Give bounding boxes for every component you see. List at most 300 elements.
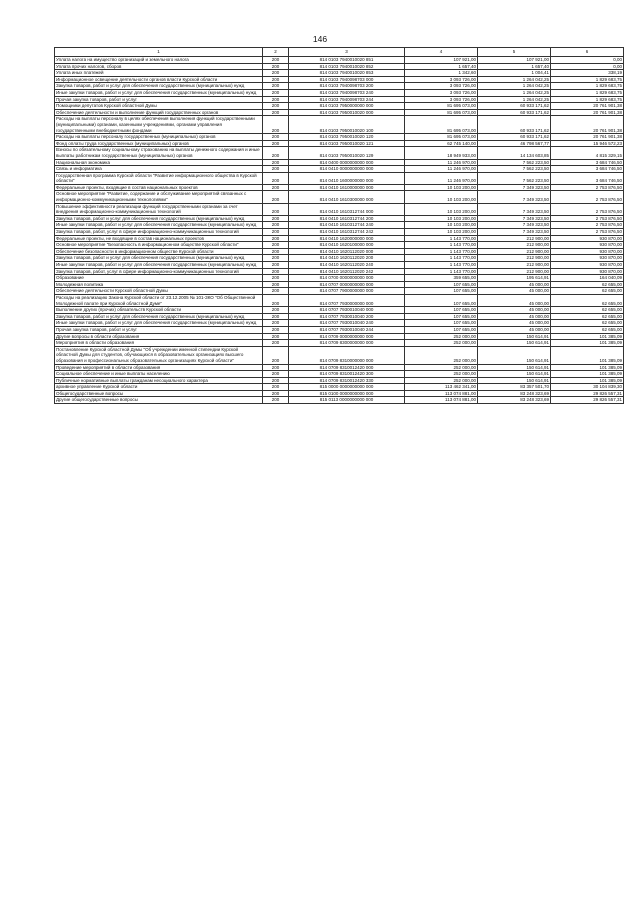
row-name-cell: Социальное обеспечение и иные выплаты населению bbox=[55, 371, 263, 378]
row-kbk-cell: 814 0410 1610300000 000 bbox=[289, 191, 405, 203]
column-header: 6 bbox=[551, 48, 624, 57]
row-value-5-cell: 150 614,91 bbox=[478, 371, 551, 378]
row-name-cell: Иные закупки товаров, работ и услуг для обеспечения государственных (муниципальных) нужд bbox=[55, 262, 263, 269]
row-code-cell: 200 bbox=[263, 255, 289, 262]
row-value-4-cell: 107 655,00 bbox=[405, 281, 478, 288]
row-value-5-cell: 7 562 223,50 bbox=[478, 159, 551, 166]
row-name-cell: Молодежная политика bbox=[55, 281, 263, 288]
row-name-cell: Постановление Курской областной Думы "Об учреждении именной стипендии Курской областной Думы для студентов, обучающихся в образовательных организациях высшего образования и профессиональных образовательных организациях Курской области" bbox=[55, 346, 263, 364]
table-row bbox=[55, 307, 624, 314]
row-kbk-cell: 814 0700 0000000000 000 bbox=[289, 275, 405, 282]
row-value-4-cell: 3 093 726,00 bbox=[405, 76, 478, 83]
table-row bbox=[55, 377, 624, 384]
table-row bbox=[55, 76, 624, 83]
row-value-4-cell: 107 921,00 bbox=[405, 57, 478, 64]
row-name-cell: Уплата налога на имущество организаций и земельного налога bbox=[55, 57, 263, 64]
row-kbk-cell: 814 0400 0000000000 000 bbox=[289, 159, 405, 166]
row-name-cell: Расходы на выплаты персоналу в целях обеспечения выполнения функций государственными (муниципальными) органами, казенными учреждениями, органами управления государственными внебюджетными фондами bbox=[55, 116, 263, 134]
row-value-4-cell: 252 000,00 bbox=[405, 364, 478, 371]
table-row bbox=[55, 364, 624, 371]
row-code-cell: 200 bbox=[263, 109, 289, 116]
row-name-cell: Общегосударственные вопросы bbox=[55, 390, 263, 397]
row-value-4-cell: 252 000,00 bbox=[405, 371, 478, 378]
row-kbk-cell: 815 0113 0000000000 000 bbox=[289, 397, 405, 404]
row-value-6-cell: 3 684 746,50 bbox=[551, 172, 624, 184]
row-name-cell: Обеспечение деятельности и выполнение функций государственных органов bbox=[55, 109, 263, 116]
row-name-cell: Прочая закупка товаров, работ и услуг bbox=[55, 96, 263, 103]
row-value-5-cell: 195 614,91 bbox=[478, 275, 551, 282]
row-value-6-cell: 62 655,00 bbox=[551, 326, 624, 333]
row-code-cell: 200 bbox=[263, 364, 289, 371]
table-row bbox=[55, 268, 624, 275]
row-code-cell: 200 bbox=[263, 191, 289, 203]
table-row bbox=[55, 191, 624, 203]
row-name-cell: Закупка товаров, работ и услуг для обеспечения государственных (муниципальных) нужд bbox=[55, 255, 263, 262]
row-code-cell: 200 bbox=[263, 346, 289, 364]
table-row bbox=[55, 222, 624, 229]
row-value-5-cell: 60 933 171,62 bbox=[478, 134, 551, 141]
row-value-5-cell: 60 933 171,62 bbox=[478, 116, 551, 134]
row-value-6-cell: 4 815 329,15 bbox=[551, 147, 624, 159]
row-kbk-cell: 814 0707 0000000000 000 bbox=[289, 281, 405, 288]
table-row bbox=[55, 320, 624, 327]
row-code-cell: 200 bbox=[263, 184, 289, 191]
row-value-5-cell: 45 000,00 bbox=[478, 307, 551, 314]
table-body bbox=[55, 57, 624, 404]
row-code-cell: 200 bbox=[263, 397, 289, 404]
row-value-4-cell: 107 655,00 bbox=[405, 294, 478, 306]
table-header-row bbox=[55, 48, 624, 57]
row-name-cell: Федеральные проекты, не входящие в состав национальных проектов bbox=[55, 235, 263, 242]
row-kbk-cell: 814 0709 0000000000 000 bbox=[289, 333, 405, 340]
row-kbk-cell: 814 0103 7940098703 240 bbox=[289, 89, 405, 96]
row-name-cell: Федеральные проекты, входящие в состав национальных проектов bbox=[55, 184, 263, 191]
row-value-5-cell: 150 614,91 bbox=[478, 346, 551, 364]
row-code-cell: 200 bbox=[263, 307, 289, 314]
row-name-cell: Уплата иных платежей bbox=[55, 70, 263, 77]
row-value-6-cell: 20 761 901,38 bbox=[551, 103, 624, 110]
row-value-4-cell: 252 000,00 bbox=[405, 346, 478, 364]
row-value-4-cell: 10 103 200,00 bbox=[405, 222, 478, 229]
table-row bbox=[55, 397, 624, 404]
row-kbk-cell: 814 0103 7940010020 851 bbox=[289, 57, 405, 64]
row-value-5-cell: 83 248 323,69 bbox=[478, 397, 551, 404]
table-row bbox=[55, 134, 624, 141]
row-code-cell: 200 bbox=[263, 215, 289, 222]
row-name-cell: Национальная экономика bbox=[55, 159, 263, 166]
row-name-cell: Расходы на реализацию Закона Курской области от 23.12.2005 № 101-ЗКО "Об Общественной Молодежной палате при Курской областной Думе" bbox=[55, 294, 263, 306]
row-name-cell: Закупка товаров, работ и услуг для обеспечения государственных (муниципальных) нужд bbox=[55, 83, 263, 90]
table-row bbox=[55, 242, 624, 249]
row-value-5-cell: 7 349 323,50 bbox=[478, 203, 551, 215]
row-value-4-cell: 113 074 881,00 bbox=[405, 397, 478, 404]
row-value-5-cell: 7 349 323,50 bbox=[478, 222, 551, 229]
row-code-cell: 200 bbox=[263, 242, 289, 249]
table-row bbox=[55, 166, 624, 173]
row-code-cell: 200 bbox=[263, 76, 289, 83]
row-value-6-cell: 1 829 683,75 bbox=[551, 89, 624, 96]
row-name-cell: Информационное освещение деятельности органов власти Курской области bbox=[55, 76, 263, 83]
row-kbk-cell: 814 0410 1610312744 240 bbox=[289, 222, 405, 229]
table-row bbox=[55, 262, 624, 269]
row-kbk-cell: 814 0709 8310012420 330 bbox=[289, 377, 405, 384]
row-code-cell: 200 bbox=[263, 390, 289, 397]
row-value-5-cell: 150 614,91 bbox=[478, 364, 551, 371]
row-value-5-cell: 1 264 042,25 bbox=[478, 96, 551, 103]
row-value-4-cell: 81 695 073,00 bbox=[405, 134, 478, 141]
row-name-cell: Связь и информатика bbox=[55, 166, 263, 173]
row-kbk-cell: 814 0410 1620112020 000 bbox=[289, 248, 405, 255]
row-kbk-cell: 814 0410 1620000000 000 bbox=[289, 235, 405, 242]
row-value-6-cell: 930 870,00 bbox=[551, 255, 624, 262]
row-code-cell: 200 bbox=[263, 320, 289, 327]
row-code-cell: 200 bbox=[263, 377, 289, 384]
row-kbk-cell: 814 0707 7930000000 000 bbox=[289, 294, 405, 306]
row-kbk-cell: 814 0410 1600000000 000 bbox=[289, 172, 405, 184]
row-name-cell: Обеспечение безопасности в информационном обществе Курской области bbox=[55, 248, 263, 255]
row-value-5-cell: 107 921,00 bbox=[478, 57, 551, 64]
row-code-cell: 200 bbox=[263, 134, 289, 141]
row-value-4-cell: 1 143 770,00 bbox=[405, 242, 478, 249]
table-row bbox=[55, 184, 624, 191]
row-kbk-cell: 814 0707 7900000000 000 bbox=[289, 288, 405, 295]
row-value-5-cell: 212 900,00 bbox=[478, 268, 551, 275]
row-value-5-cell: 45 000,00 bbox=[478, 294, 551, 306]
row-name-cell: Уплата прочих налогов, сборов bbox=[55, 63, 263, 70]
column-header: 5 bbox=[478, 48, 551, 57]
table-row bbox=[55, 275, 624, 282]
row-value-6-cell: 20 761 901,38 bbox=[551, 116, 624, 134]
row-kbk-cell: 814 0103 7950010020 121 bbox=[289, 140, 405, 147]
row-name-cell: Закупка товаров, работ и услуг для обеспечения государственных (муниципальных) нужд bbox=[55, 313, 263, 320]
table-row bbox=[55, 89, 624, 96]
row-value-6-cell: 338,19 bbox=[551, 70, 624, 77]
row-value-4-cell: 107 655,00 bbox=[405, 313, 478, 320]
table-row bbox=[55, 333, 624, 340]
row-value-5-cell: 60 933 171,62 bbox=[478, 103, 551, 110]
row-name-cell: Взносы по обязательному социальному страхованию на выплаты денежного содержания и иные выплаты работникам государственных (муниципальных) органов bbox=[55, 147, 263, 159]
row-value-5-cell: 45 000,00 bbox=[478, 320, 551, 327]
row-value-4-cell: 3 093 726,00 bbox=[405, 96, 478, 103]
row-value-6-cell: 3 684 746,50 bbox=[551, 166, 624, 173]
row-name-cell: Расходы на выплаты персоналу государственных (муниципальных) органов bbox=[55, 134, 263, 141]
row-value-6-cell: 0,00 bbox=[551, 63, 624, 70]
row-value-4-cell: 1 657,40 bbox=[405, 63, 478, 70]
row-value-5-cell: 212 900,00 bbox=[478, 255, 551, 262]
row-code-cell: 200 bbox=[263, 288, 289, 295]
row-value-5-cell: 14 134 603,85 bbox=[478, 147, 551, 159]
row-kbk-cell: 814 0709 8310000000 000 bbox=[289, 346, 405, 364]
table-row bbox=[55, 159, 624, 166]
row-name-cell: Прочая закупка товаров, работ и услуг bbox=[55, 326, 263, 333]
row-kbk-cell: 814 0410 1610000000 000 bbox=[289, 184, 405, 191]
row-name-cell: Выполнение других (прочих) обязательств Курской области bbox=[55, 307, 263, 314]
row-value-4-cell: 18 949 933,00 bbox=[405, 147, 478, 159]
row-code-cell: 200 bbox=[263, 203, 289, 215]
row-value-6-cell: 15 946 572,23 bbox=[551, 140, 624, 147]
row-value-6-cell: 1 829 683,75 bbox=[551, 83, 624, 90]
row-value-6-cell: 62 655,00 bbox=[551, 313, 624, 320]
column-header: 1 bbox=[55, 48, 263, 57]
row-value-6-cell: 2 753 876,50 bbox=[551, 215, 624, 222]
row-value-6-cell: 101 385,09 bbox=[551, 371, 624, 378]
row-value-4-cell: 252 000,00 bbox=[405, 333, 478, 340]
row-value-4-cell: 10 103 200,00 bbox=[405, 215, 478, 222]
row-name-cell: Проведение мероприятий в области образования bbox=[55, 364, 263, 371]
row-code-cell: 200 bbox=[263, 70, 289, 77]
row-value-4-cell: 10 103 200,00 bbox=[405, 229, 478, 236]
column-header: 3 bbox=[289, 48, 405, 57]
page-number: 146 bbox=[312, 34, 328, 44]
row-value-5-cell: 60 933 171,62 bbox=[478, 109, 551, 116]
row-value-5-cell: 150 614,91 bbox=[478, 333, 551, 340]
row-value-6-cell: 930 870,00 bbox=[551, 268, 624, 275]
row-name-cell: Государственная программа Курской области "Развитие информационного общества в Курской области" bbox=[55, 172, 263, 184]
row-value-4-cell: 1 143 770,00 bbox=[405, 248, 478, 255]
row-value-4-cell: 252 000,00 bbox=[405, 340, 478, 347]
row-value-5-cell: 45 000,00 bbox=[478, 326, 551, 333]
row-value-5-cell: 212 900,00 bbox=[478, 262, 551, 269]
row-kbk-cell: 814 0103 7950000000 000 bbox=[289, 103, 405, 110]
table-row bbox=[55, 83, 624, 90]
row-kbk-cell: 814 0709 8310012420 000 bbox=[289, 364, 405, 371]
row-value-6-cell: 2 753 876,50 bbox=[551, 191, 624, 203]
row-code-cell: 200 bbox=[263, 147, 289, 159]
row-code-cell: 200 bbox=[263, 57, 289, 64]
row-kbk-cell: 814 0410 0000000000 000 bbox=[289, 166, 405, 173]
row-name-cell: Образование bbox=[55, 275, 263, 282]
row-value-5-cell: 7 349 323,50 bbox=[478, 184, 551, 191]
row-kbk-cell: 815 0100 0000000000 000 bbox=[289, 390, 405, 397]
row-kbk-cell: 814 0103 7950010020 129 bbox=[289, 147, 405, 159]
table-row bbox=[55, 281, 624, 288]
row-name-cell: Повышение эффективности реализации функций государственными органами за счет внедрения информационно-коммуникационных технологий bbox=[55, 203, 263, 215]
row-code-cell: 200 bbox=[263, 172, 289, 184]
row-name-cell: Другие вопросы в области образования bbox=[55, 333, 263, 340]
row-value-4-cell: 1 143 770,00 bbox=[405, 255, 478, 262]
row-value-5-cell: 7 562 223,50 bbox=[478, 166, 551, 173]
row-value-4-cell: 11 246 970,00 bbox=[405, 159, 478, 166]
table-row bbox=[55, 140, 624, 147]
table-row bbox=[55, 326, 624, 333]
table-row bbox=[55, 172, 624, 184]
table-row bbox=[55, 147, 624, 159]
row-value-5-cell: 212 900,00 bbox=[478, 248, 551, 255]
row-value-4-cell: 113 074 881,00 bbox=[405, 390, 478, 397]
row-name-cell: Публичные нормативные выплаты гражданам несоциального характера bbox=[55, 377, 263, 384]
row-value-6-cell: 2 753 876,50 bbox=[551, 222, 624, 229]
row-name-cell: Иные закупки товаров, работ и услуг для обеспечения государственных (муниципальных) нужд bbox=[55, 320, 263, 327]
row-value-5-cell: 83 357 501,70 bbox=[478, 384, 551, 391]
row-value-4-cell: 11 246 970,00 bbox=[405, 172, 478, 184]
row-code-cell: 200 bbox=[263, 294, 289, 306]
row-value-4-cell: 10 103 200,00 bbox=[405, 203, 478, 215]
budget-table bbox=[54, 47, 624, 404]
row-code-cell: 200 bbox=[263, 326, 289, 333]
row-kbk-cell: 814 0410 1620112020 242 bbox=[289, 268, 405, 275]
row-value-5-cell: 46 798 567,77 bbox=[478, 140, 551, 147]
row-value-6-cell: 930 870,00 bbox=[551, 262, 624, 269]
row-code-cell: 200 bbox=[263, 166, 289, 173]
row-value-4-cell: 10 103 200,00 bbox=[405, 191, 478, 203]
row-value-4-cell: 107 655,00 bbox=[405, 326, 478, 333]
row-value-6-cell: 29 826 557,31 bbox=[551, 390, 624, 397]
table-row bbox=[55, 340, 624, 347]
row-kbk-cell: 814 0410 1610312744 000 bbox=[289, 203, 405, 215]
row-code-cell: 200 bbox=[263, 116, 289, 134]
table-row bbox=[55, 215, 624, 222]
row-value-4-cell: 252 000,00 bbox=[405, 377, 478, 384]
table-row bbox=[55, 63, 624, 70]
row-name-cell: Обеспечение деятельности Курской областной Думы bbox=[55, 288, 263, 295]
table-row bbox=[55, 229, 624, 236]
row-value-4-cell: 3 093 726,00 bbox=[405, 83, 478, 90]
row-code-cell: 200 bbox=[263, 103, 289, 110]
row-value-4-cell: 11 246 970,00 bbox=[405, 166, 478, 173]
row-value-6-cell: 62 655,00 bbox=[551, 281, 624, 288]
row-kbk-cell: 814 0103 7940098703 244 bbox=[289, 96, 405, 103]
row-code-cell: 200 bbox=[263, 63, 289, 70]
row-value-5-cell: 1 264 042,25 bbox=[478, 76, 551, 83]
row-value-6-cell: 101 385,09 bbox=[551, 333, 624, 340]
row-kbk-cell: 814 0410 1620112020 200 bbox=[289, 255, 405, 262]
row-kbk-cell: 814 0709 8310012420 300 bbox=[289, 371, 405, 378]
table-row bbox=[55, 313, 624, 320]
table-row bbox=[55, 57, 624, 64]
row-kbk-cell: 814 0707 7930010040 240 bbox=[289, 320, 405, 327]
row-code-cell: 200 bbox=[263, 371, 289, 378]
row-value-4-cell: 81 695 073,00 bbox=[405, 109, 478, 116]
row-name-cell: архивное управление Курской области bbox=[55, 384, 263, 391]
row-value-6-cell: 62 655,00 bbox=[551, 307, 624, 314]
row-value-4-cell: 1 143 770,00 bbox=[405, 235, 478, 242]
row-kbk-cell: 814 0707 7930010040 244 bbox=[289, 326, 405, 333]
row-code-cell: 200 bbox=[263, 235, 289, 242]
row-value-4-cell: 1 143 770,00 bbox=[405, 268, 478, 275]
row-code-cell: 200 bbox=[263, 96, 289, 103]
row-value-5-cell: 150 614,91 bbox=[478, 377, 551, 384]
row-value-6-cell: 29 826 557,31 bbox=[551, 397, 624, 404]
row-code-cell: 200 bbox=[263, 313, 289, 320]
table-row bbox=[55, 70, 624, 77]
row-value-6-cell: 1 829 683,75 bbox=[551, 96, 624, 103]
table-row bbox=[55, 109, 624, 116]
row-value-6-cell: 62 655,00 bbox=[551, 294, 624, 306]
row-value-6-cell: 101 385,09 bbox=[551, 346, 624, 364]
row-code-cell: 200 bbox=[263, 384, 289, 391]
row-value-4-cell: 62 745 140,00 bbox=[405, 140, 478, 147]
table-row bbox=[55, 116, 624, 134]
row-kbk-cell: 814 0103 7950010020 000 bbox=[289, 109, 405, 116]
row-value-6-cell: 20 761 901,38 bbox=[551, 109, 624, 116]
row-value-6-cell: 2 753 876,50 bbox=[551, 184, 624, 191]
row-value-5-cell: 45 000,00 bbox=[478, 288, 551, 295]
table-row bbox=[55, 248, 624, 255]
row-name-cell: Закупка товаров, работ и услуг для обеспечения государственных (муниципальных) нужд bbox=[55, 215, 263, 222]
row-value-4-cell: 3 093 726,00 bbox=[405, 89, 478, 96]
row-value-4-cell: 1 143 770,00 bbox=[405, 262, 478, 269]
table-row bbox=[55, 294, 624, 306]
table-row bbox=[55, 288, 624, 295]
row-value-5-cell: 1 004,41 bbox=[478, 70, 551, 77]
row-code-cell: 200 bbox=[263, 268, 289, 275]
row-code-cell: 200 bbox=[263, 333, 289, 340]
row-value-5-cell: 45 000,00 bbox=[478, 313, 551, 320]
row-value-5-cell: 45 000,00 bbox=[478, 281, 551, 288]
row-code-cell: 200 bbox=[263, 340, 289, 347]
row-value-6-cell: 164 040,09 bbox=[551, 275, 624, 282]
row-name-cell: Другие общегосударственные вопросы bbox=[55, 397, 263, 404]
row-value-5-cell: 7 562 223,50 bbox=[478, 172, 551, 184]
row-value-5-cell: 7 349 323,50 bbox=[478, 229, 551, 236]
row-value-4-cell: 1 342,60 bbox=[405, 70, 478, 77]
row-kbk-cell: 814 0103 7940098703 000 bbox=[289, 76, 405, 83]
row-name-cell: Закупка товаров, работ, услуг в сфере информационно-коммуникационных технологий bbox=[55, 268, 263, 275]
row-value-5-cell: 1 264 042,25 bbox=[478, 83, 551, 90]
row-name-cell: Иные закупки товаров, работ и услуг для обеспечения государственных (муниципальных) нужд bbox=[55, 89, 263, 96]
row-code-cell: 200 bbox=[263, 140, 289, 147]
row-value-4-cell: 107 655,00 bbox=[405, 307, 478, 314]
row-value-5-cell: 150 614,91 bbox=[478, 340, 551, 347]
row-code-cell: 200 bbox=[263, 159, 289, 166]
table-row bbox=[55, 235, 624, 242]
row-value-5-cell: 7 349 323,50 bbox=[478, 191, 551, 203]
table-row bbox=[55, 371, 624, 378]
row-kbk-cell: 814 0103 7950010020 100 bbox=[289, 116, 405, 134]
row-value-4-cell: 113 462 341,00 bbox=[405, 384, 478, 391]
row-value-6-cell: 101 385,09 bbox=[551, 377, 624, 384]
table-row bbox=[55, 96, 624, 103]
row-kbk-cell: 814 0410 1610312744 242 bbox=[289, 229, 405, 236]
row-kbk-cell: 814 0103 7940098703 200 bbox=[289, 83, 405, 90]
row-name-cell: Иные закупки товаров, работ и услуг для обеспечения государственных (муниципальных) нужд bbox=[55, 222, 263, 229]
row-code-cell: 200 bbox=[263, 83, 289, 90]
row-code-cell: 200 bbox=[263, 281, 289, 288]
row-value-6-cell: 20 761 901,38 bbox=[551, 134, 624, 141]
row-name-cell: Основное мероприятие "Безопасность в информационном обществе Курской области" bbox=[55, 242, 263, 249]
row-code-cell: 200 bbox=[263, 262, 289, 269]
row-kbk-cell: 814 0707 7930010040 200 bbox=[289, 313, 405, 320]
row-value-4-cell: 81 695 073,00 bbox=[405, 103, 478, 110]
row-value-6-cell: 101 385,09 bbox=[551, 364, 624, 371]
row-name-cell: Фонд оплаты труда государственных (муниципальных) органов bbox=[55, 140, 263, 147]
row-value-5-cell: 212 900,00 bbox=[478, 242, 551, 249]
row-value-4-cell: 81 695 073,00 bbox=[405, 116, 478, 134]
row-value-5-cell: 7 349 323,50 bbox=[478, 215, 551, 222]
row-kbk-cell: 814 0410 1610312744 200 bbox=[289, 215, 405, 222]
row-kbk-cell: 814 0410 1620100000 000 bbox=[289, 242, 405, 249]
row-value-6-cell: 930 870,00 bbox=[551, 242, 624, 249]
row-value-5-cell: 1 657,40 bbox=[478, 63, 551, 70]
row-value-6-cell: 62 655,00 bbox=[551, 288, 624, 295]
row-name-cell: Закупка товаров, работ, услуг в сфере информационно-коммуникационных технологий bbox=[55, 229, 263, 236]
table-row bbox=[55, 255, 624, 262]
row-kbk-cell: 815 0000 0000000000 000 bbox=[289, 384, 405, 391]
row-value-6-cell: 62 655,00 bbox=[551, 320, 624, 327]
row-value-6-cell: 930 870,00 bbox=[551, 235, 624, 242]
row-value-4-cell: 10 103 200,00 bbox=[405, 184, 478, 191]
row-code-cell: 200 bbox=[263, 275, 289, 282]
row-kbk-cell: 814 0410 1620112020 240 bbox=[289, 262, 405, 269]
table-row bbox=[55, 103, 624, 110]
row-value-6-cell: 101 385,09 bbox=[551, 340, 624, 347]
table-row bbox=[55, 384, 624, 391]
column-header: 4 bbox=[405, 48, 478, 57]
row-value-4-cell: 107 655,00 bbox=[405, 320, 478, 327]
row-value-6-cell: 2 753 876,50 bbox=[551, 229, 624, 236]
row-kbk-cell: 814 0709 8300000000 000 bbox=[289, 340, 405, 347]
row-value-6-cell: 1 829 683,75 bbox=[551, 76, 624, 83]
